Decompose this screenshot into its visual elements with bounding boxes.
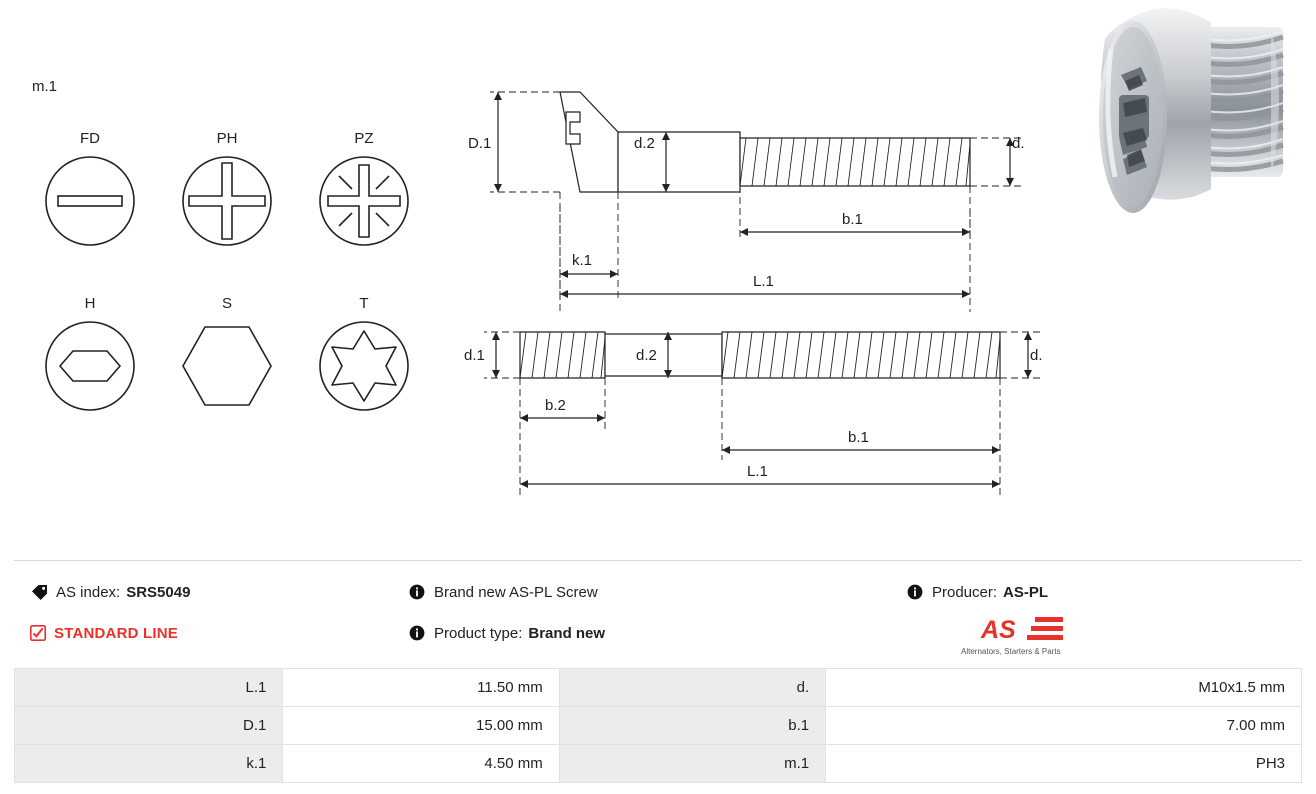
hex-head-drive-icon	[181, 320, 273, 412]
dim-label-b1-stud: b.1	[848, 429, 869, 446]
spec-key: b.1	[560, 707, 825, 744]
slotted-drive-icon	[44, 155, 136, 247]
drive-type-pz	[304, 130, 424, 247]
drive-types-title: m.1	[32, 78, 58, 95]
as-index-value: SRS5049	[126, 583, 191, 601]
dim-label-D1: D.1	[468, 135, 492, 152]
technical-drawing	[450, 60, 1070, 510]
tag-icon	[30, 584, 48, 601]
spec-value: 11.50 mm	[283, 669, 558, 706]
drive-type-h	[30, 295, 150, 412]
dim-label-L1-screw: L.1	[753, 273, 774, 290]
dim-label-d2-screw: d.2	[634, 135, 655, 152]
dim-label-d-screw: d.	[1012, 135, 1025, 152]
brand-new-row	[408, 578, 878, 606]
info-column-middle	[408, 578, 878, 660]
spec-value: PH3	[826, 745, 1301, 782]
dim-label-L1-stud: L.1	[747, 463, 768, 480]
dim-label-d-stud: d.	[1030, 347, 1043, 364]
as-index-label: AS index:	[56, 583, 121, 601]
info-icon	[408, 625, 426, 641]
dim-label-b2: b.2	[545, 397, 566, 414]
specification-table	[14, 668, 1302, 783]
spec-key: m.1	[560, 745, 825, 782]
hex-socket-drive-icon	[44, 320, 136, 412]
spec-value: 15.00 mm	[283, 707, 558, 744]
product-type-label: Product type:	[434, 624, 523, 642]
producer-value: AS-PL	[1003, 583, 1049, 601]
as-index-row	[30, 578, 410, 606]
drive-type-fd	[30, 130, 150, 247]
product-photo	[1075, 5, 1305, 230]
drive-type-fd-label: FD	[80, 130, 100, 147]
spec-key: D.1	[15, 707, 282, 744]
product-type-row	[408, 619, 878, 647]
brand-new-text: Brand new AS-PL Screw	[434, 583, 598, 601]
section-divider	[14, 560, 1302, 561]
drive-type-ph	[167, 130, 287, 247]
torx-drive-icon	[318, 320, 410, 412]
spec-value: M10x1.5 mm	[826, 669, 1301, 706]
spec-key: L.1	[15, 669, 282, 706]
drive-type-ph-label: PH	[216, 130, 238, 147]
producer-label: Producer:	[932, 583, 998, 601]
spec-key: d.	[560, 669, 825, 706]
dim-label-d2-stud: d.2	[636, 347, 657, 364]
drive-type-t	[304, 295, 424, 412]
phillips-drive-icon	[181, 155, 273, 247]
drive-type-t-label: T	[359, 295, 369, 312]
table-row	[15, 745, 1301, 782]
standard-line-row	[30, 619, 410, 647]
spec-value: 4.50 mm	[283, 745, 558, 782]
spec-value: 7.00 mm	[826, 707, 1301, 744]
dim-label-b1-screw: b.1	[842, 211, 863, 228]
drive-type-s	[167, 295, 287, 412]
drive-type-h-label: H	[84, 295, 96, 312]
svg-text:Alternators, Starters & Parts: Alternators, Starters & Parts	[961, 647, 1061, 656]
standard-line-label: STANDARD LINE	[54, 624, 178, 642]
drive-type-s-label: S	[221, 295, 232, 312]
drive-type-pz-label: PZ	[354, 130, 374, 147]
info-icon	[906, 584, 924, 600]
product-type-value: Brand new	[528, 624, 606, 642]
table-row	[15, 669, 1301, 707]
pozidriv-drive-icon	[318, 155, 410, 247]
dim-label-d1-stud: d.1	[464, 347, 485, 364]
dim-label-k1: k.1	[572, 252, 593, 269]
svg-text:AS: AS	[981, 616, 1016, 644]
spec-key: k.1	[15, 745, 282, 782]
info-column-left	[30, 578, 410, 660]
table-row	[15, 707, 1301, 745]
as-pl-logo	[959, 612, 1061, 658]
checkbox-checked-icon	[30, 625, 46, 641]
producer-row	[906, 578, 1296, 606]
info-icon	[408, 584, 426, 600]
